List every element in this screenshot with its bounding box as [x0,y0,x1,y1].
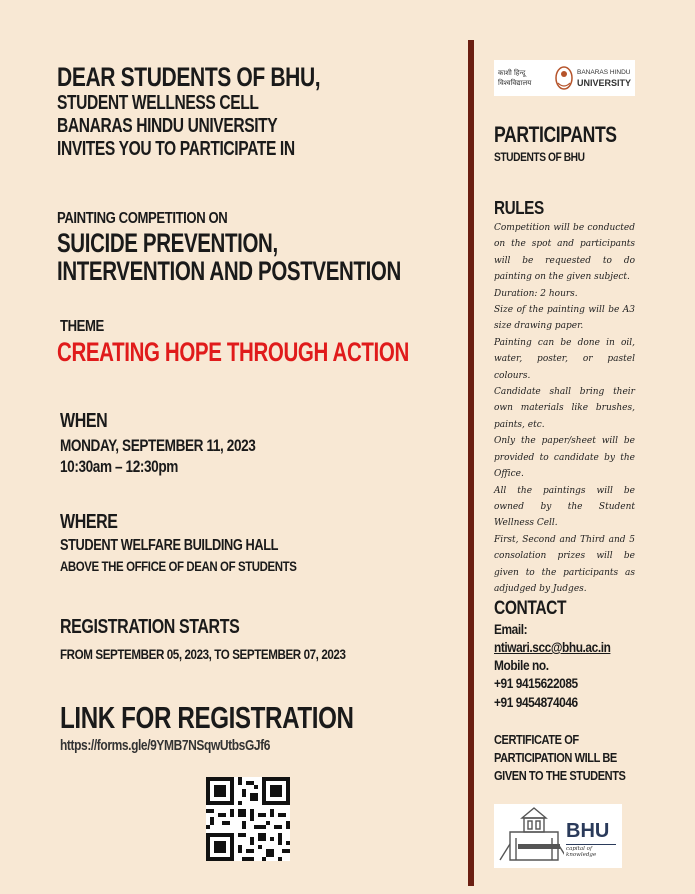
registration-link[interactable]: https://forms.gle/9YMB7NSqwUtbsGJf6 [60,737,271,754]
competition-intro: PAINTING COMPETITION ON [57,210,228,227]
bhu-logo-line2: UNIVERSITY [577,78,632,88]
rule-item: Candidate shall bring their own materials like brushes, paints, etc. [494,387,635,430]
bhu-logo-bottom [494,804,622,868]
bhu-building-icon [494,804,564,868]
where-label: WHERE [60,511,118,533]
certificate-line-3: GIVEN TO THE STUDENTS [494,768,626,783]
bhu-logo-line1: BANARAS HINDU [577,69,631,76]
rule-item: Painting can be done in oil, water, poster, or pastel colours. [494,337,635,381]
when-label: WHEN [60,410,108,432]
rule-item: Only the paper/sheet will be provided to candidate by the Office. [494,436,635,480]
greeting-line: DEAR STUDENTS OF BHU, [57,62,321,92]
event-time: 10:30am – 12:30pm [60,457,178,476]
contact-phone-1: +91 9415622085 [494,675,578,691]
rule-item: Competition will be conducted on the spot and participants will be requested to do painting on the given subject. [494,223,635,283]
venue-line-1: STUDENT WELFARE BUILDING HALL [60,537,279,554]
rules-label: RULES [494,198,544,218]
email-label: Email: [494,621,528,637]
link-label: LINK FOR REGISTRATION [60,700,354,735]
competition-title-1: SUICIDE PREVENTION, [57,228,278,258]
certificate-line-2: PARTICIPATION WILL BE [494,750,617,765]
bhu-logo-top [494,60,635,96]
rule-item: Duration: 2 hours. [494,288,578,299]
theme-value: CREATING HOPE THROUGH ACTION [57,337,409,367]
certificate-note [494,731,625,785]
event-date: MONDAY, SEPTEMBER 11, 2023 [60,436,256,455]
contact-phone-2: +91 9454874046 [494,694,578,710]
mobile-label: Mobile no. [494,657,549,673]
certificate-line-1: CERTIFICATE OF [494,732,579,747]
invite-line: INVITES YOU TO PARTICIPATE IN [57,138,295,160]
registration-dates: FROM SEPTEMBER 05, 2023, TO SEPTEMBER 07, 2023 [60,646,346,662]
venue-line-2: ABOVE THE OFFICE OF DEAN OF STUDENTS [60,558,297,574]
rule-item: Size of the painting will be A3 size drawing paper. [494,305,635,332]
bhu-logo-hindi: काशी हिन्दू विश्वविद्यालय [498,69,532,87]
bhu-logo-tagline: capital of knowledge [566,844,616,858]
rules-list [494,220,635,597]
contact-label: CONTACT [494,598,567,619]
competition-title-2: INTERVENTION AND POSTVENTION [57,256,401,286]
contact-email-link[interactable]: ntiwari.scc@bhu.ac.in [494,639,611,655]
participants-value: STUDENTS OF BHU [494,150,585,164]
university-line: BANARAS HINDU UNIVERSITY [57,115,278,137]
participants-label: PARTICIPANTS [494,122,617,147]
theme-label: THEME [60,318,104,335]
organizer-line: STUDENT WELLNESS CELL [57,92,259,114]
rule-item: First, Second and Third and 5 consolation prizes will be given to the participants as adjudged by Judges. [494,534,635,594]
registration-label: REGISTRATION STARTS [60,616,240,638]
registration-qr-code[interactable] [206,777,290,861]
vertical-divider [468,40,474,886]
rule-item: All the paintings will be owned by the Student Wellness Cell. [494,485,635,529]
bhu-emblem-icon [554,65,574,91]
bhu-logo-text: BHU [566,820,610,842]
